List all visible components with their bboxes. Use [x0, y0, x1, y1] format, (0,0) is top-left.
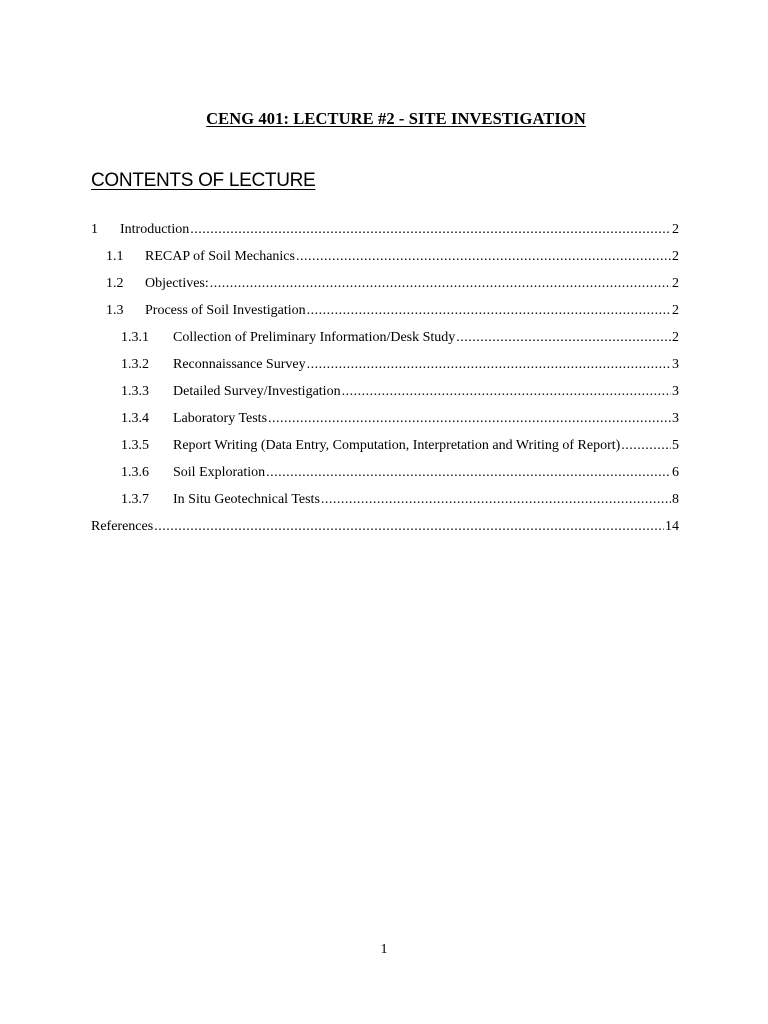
toc-entry-page: 5 — [672, 438, 679, 453]
toc-entry-number: 1.3.5 — [121, 438, 149, 453]
contents-heading: CONTENTS OF LECTURE — [91, 170, 316, 191]
toc-entry-page: 6 — [672, 465, 679, 480]
toc-entry[interactable] — [91, 409, 679, 436]
toc-dot-leader — [190, 220, 671, 240]
toc-entry-page: 2 — [672, 249, 679, 264]
toc-entry-number: 1.3.3 — [121, 384, 149, 399]
toc-entry[interactable] — [91, 436, 679, 463]
toc-dot-leader — [621, 436, 671, 456]
toc-entry-number: 1.3.6 — [121, 465, 149, 480]
toc-entry-number: 1.3.4 — [121, 411, 149, 426]
toc-dot-leader — [154, 517, 664, 537]
toc-dot-leader — [456, 328, 671, 348]
toc-entry[interactable] — [91, 463, 679, 490]
toc-entry-page: 2 — [672, 222, 679, 237]
table-of-contents — [91, 220, 679, 544]
document-title: CENG 401: LECTURE #2 - SITE INVESTIGATION — [206, 109, 586, 128]
toc-entry[interactable] — [91, 328, 679, 355]
toc-entry[interactable] — [91, 274, 679, 301]
toc-entry-label: Objectives: — [145, 276, 209, 291]
toc-entry[interactable] — [91, 517, 679, 544]
toc-entry-number: 1.3.2 — [121, 357, 149, 372]
toc-entry-number: 1.2 — [106, 276, 124, 291]
toc-dot-leader — [307, 301, 671, 321]
toc-entry[interactable] — [91, 247, 679, 274]
toc-entry[interactable] — [91, 220, 679, 247]
toc-entry-label: In Situ Geotechnical Tests — [173, 492, 320, 507]
toc-entry-label: References — [91, 519, 154, 534]
toc-dot-leader — [321, 490, 671, 510]
toc-entry-number: 1.3.7 — [121, 492, 149, 507]
toc-entry-label: Reconnaissance Survey — [173, 357, 306, 372]
toc-entry-label: Collection of Preliminary Information/Desk Study — [173, 330, 456, 345]
toc-entry-page: 3 — [672, 384, 679, 399]
toc-entry-label: Soil Exploration — [173, 465, 266, 480]
toc-dot-leader — [342, 382, 671, 402]
toc-entry-number: 1.1 — [106, 249, 124, 264]
toc-entry[interactable] — [91, 301, 679, 328]
toc-entry-page: 3 — [672, 357, 679, 372]
toc-entry[interactable] — [91, 490, 679, 517]
toc-entry-label: Laboratory Tests — [173, 411, 268, 426]
toc-entry-page: 2 — [672, 303, 679, 318]
toc-entry-number: 1 — [91, 222, 98, 237]
toc-entry[interactable] — [91, 382, 679, 409]
toc-dot-leader — [266, 463, 671, 483]
toc-entry-page: 2 — [672, 330, 679, 345]
toc-entry-label: Detailed Survey/Investigation — [173, 384, 341, 399]
toc-dot-leader — [268, 409, 671, 429]
toc-entry-label: Introduction — [120, 222, 190, 237]
toc-dot-leader — [296, 247, 671, 267]
page-number: 1 — [380, 942, 388, 957]
toc-entry-page: 3 — [672, 411, 679, 426]
toc-entry-page: 2 — [672, 276, 679, 291]
toc-dot-leader — [210, 274, 671, 294]
toc-entry-label: Report Writing (Data Entry, Computation, Interpretation and Writing of Report) — [173, 438, 621, 453]
toc-entry-number: 1.3 — [106, 303, 124, 318]
toc-entry-page: 8 — [672, 492, 679, 507]
toc-entry[interactable] — [91, 355, 679, 382]
toc-entry-number: 1.3.1 — [121, 330, 149, 345]
toc-dot-leader — [307, 355, 671, 375]
toc-entry-label: RECAP of Soil Mechanics — [145, 249, 295, 264]
toc-entry-page: 14 — [665, 519, 679, 534]
toc-entry-label: Process of Soil Investigation — [145, 303, 306, 318]
